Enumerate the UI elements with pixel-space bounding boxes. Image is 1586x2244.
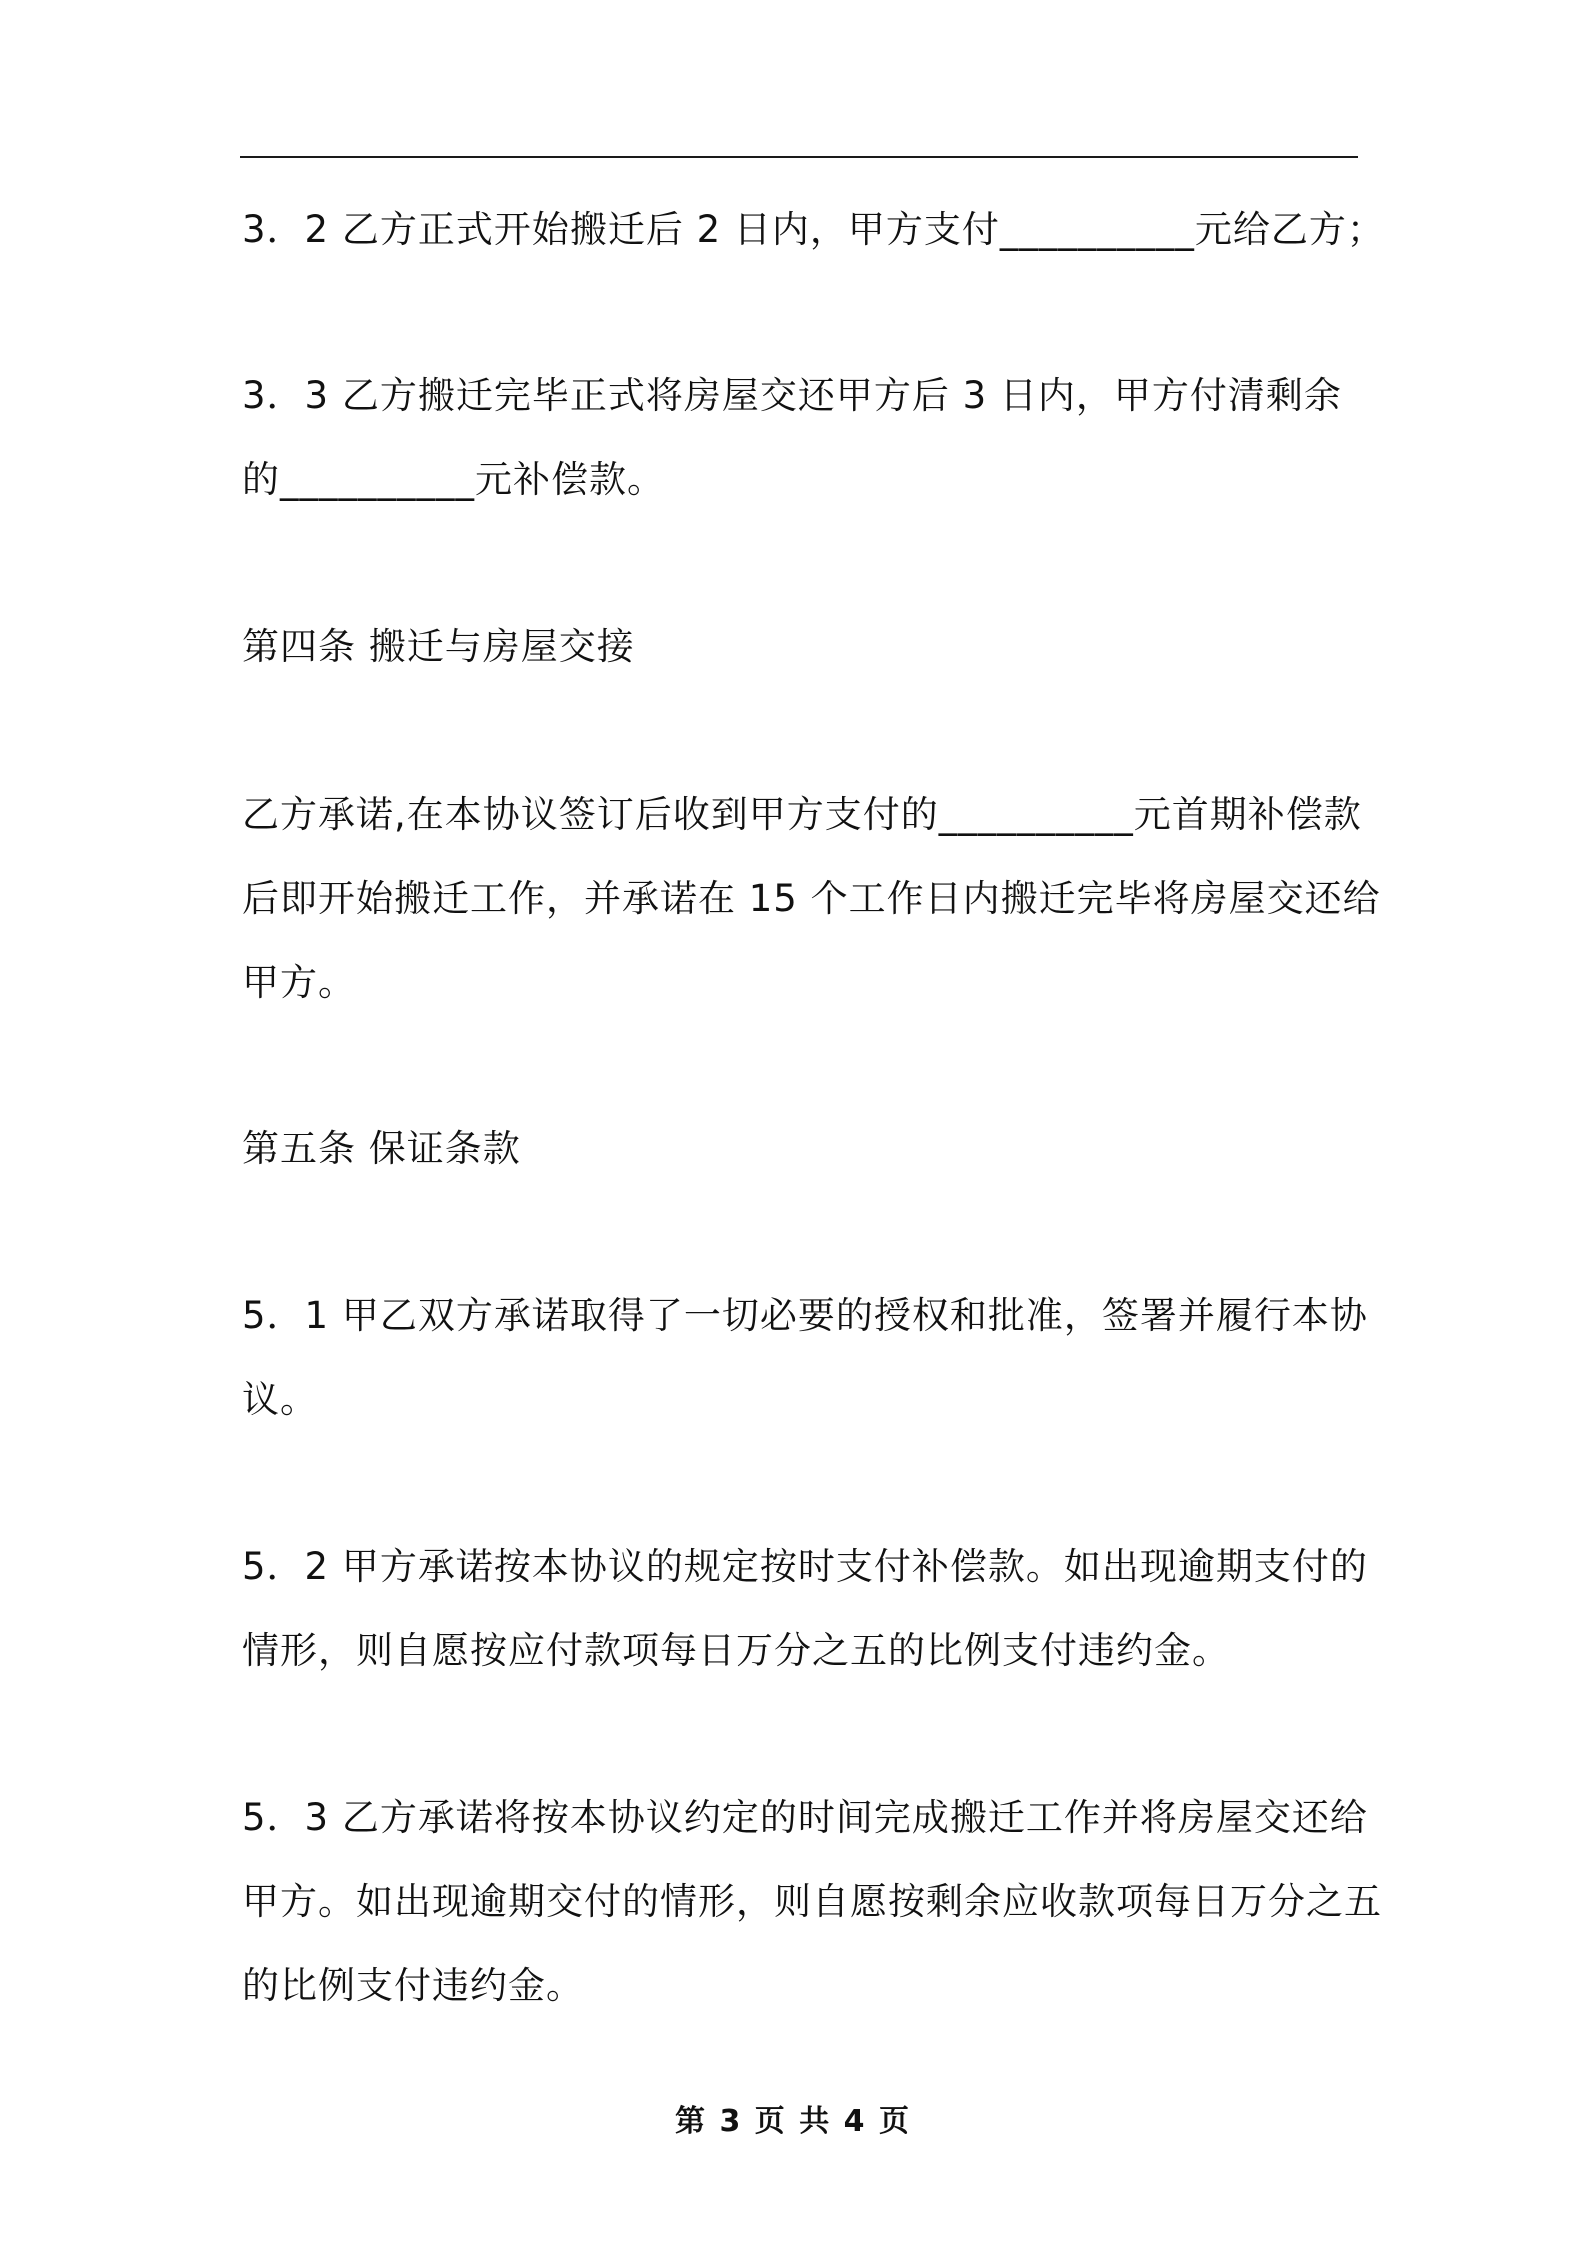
clause-3-3-line-2: 的__________元补偿款。 <box>242 458 665 501</box>
article-4-line-2: 后即开始搬迁工作，并承诺在 15 个工作日内搬迁完毕将房屋交还给 <box>242 877 1381 920</box>
clause-5-3-line-3: 的比例支付违约金。 <box>242 1964 584 2007</box>
article-5-heading: 第五条 保证条款 <box>242 1127 521 1170</box>
article-4-heading: 第四条 搬迁与房屋交接 <box>242 625 635 668</box>
clause-3-3-line-1: 3．3 乙方搬迁完毕正式将房屋交还甲方后 3 日内，甲方付清剩余 <box>242 374 1342 417</box>
clause-3-2 <box>242 188 1385 272</box>
article-4-line-1: 乙方承诺,在本协议签订后收到甲方支付的__________元首期补偿款 <box>242 793 1362 836</box>
clause-5-3 <box>242 1776 1382 2028</box>
clause-5-1 <box>242 1274 1368 1442</box>
clause-5-1-line-1: 5．1 甲乙双方承诺取得了一切必要的授权和批准，签署并履行本协 <box>242 1294 1368 1337</box>
page-number: 第 3 页 共 4 页 <box>675 2104 911 2139</box>
clause-5-2-line-2: 情形，则自愿按应付款项每日万分之五的比例支付违约金。 <box>242 1629 1230 1672</box>
article-4-line-3: 甲方。 <box>242 961 356 1004</box>
clause-3-3 <box>242 354 1362 522</box>
clause-5-2 <box>242 1525 1368 1693</box>
clause-5-2-line-1: 5．2 甲方承诺按本协议的规定按时支付补偿款。如出现逾期支付的 <box>242 1545 1368 1588</box>
clause-3-2-line-1: 3．2 乙方正式开始搬迁后 2 日内，甲方支付__________元给乙方； <box>242 208 1385 251</box>
clause-5-1-line-2: 议。 <box>242 1378 318 1421</box>
article-4-body <box>242 773 1381 1025</box>
clause-5-3-line-2: 甲方。如出现逾期交付的情形，则自愿按剩余应收款项每日万分之五 <box>242 1880 1382 1923</box>
clause-5-3-line-1: 5．3 乙方承诺将按本协议约定的时间完成搬迁工作并将房屋交还给 <box>242 1796 1368 1839</box>
header-divider <box>240 156 1358 158</box>
